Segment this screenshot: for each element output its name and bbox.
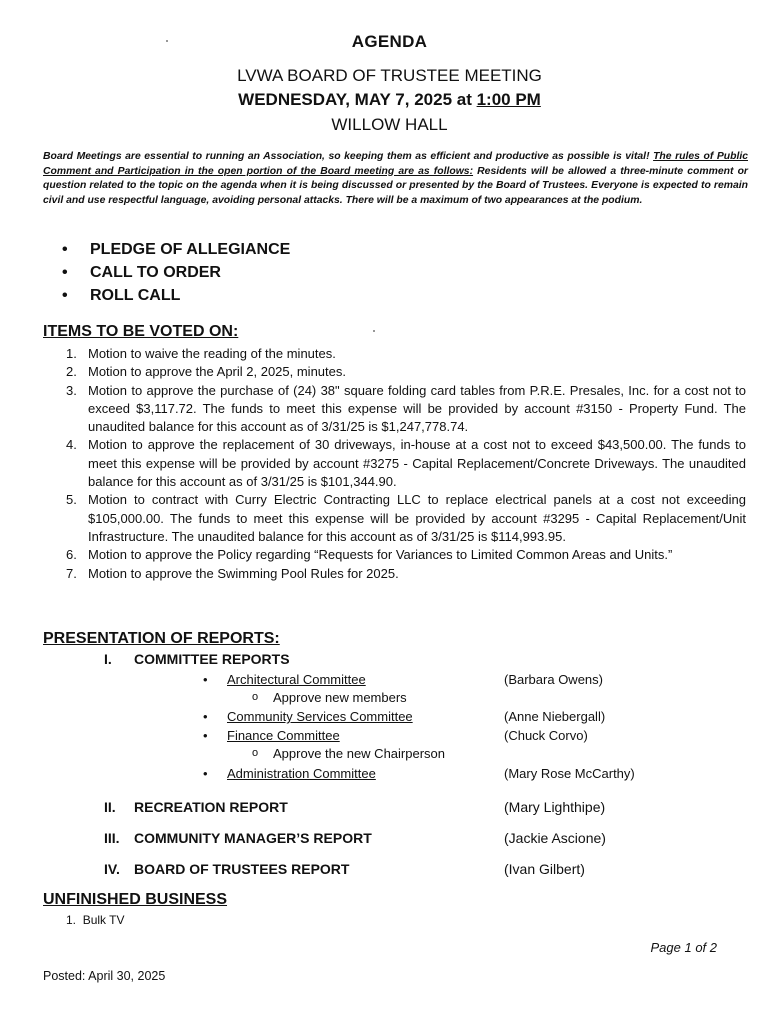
circle-bullet-icon: o bbox=[252, 691, 259, 703]
presenter-recreation: (Mary Lighthipe) bbox=[504, 799, 606, 815]
opening-item-pledge: • PLEDGE OF ALLEGIANCE bbox=[62, 238, 290, 261]
committee-reports-title: COMMITTEE REPORTS bbox=[134, 651, 290, 667]
bullet-icon: • bbox=[203, 766, 208, 781]
vote-num: 3. bbox=[66, 382, 77, 398]
intro-text-3: Residents will be allowed a three-minute comment or question related to the topic on the agenda when it is being discussed or presented by the Board of Trustees. Everyone is expected to remain civil and use respectful language, avoiding personal attacks. There will be a maximum of two appearances at the podium. bbox=[43, 165, 748, 206]
report-numeral: III. bbox=[104, 830, 120, 846]
presenter-finance: (Chuck Corvo) bbox=[504, 728, 588, 743]
vote-num: 1. bbox=[66, 346, 77, 361]
vote-num: 4. bbox=[66, 437, 77, 453]
opening-item-call-to-order: • CALL TO ORDER bbox=[62, 261, 290, 284]
page-number: Page 1 of 2 bbox=[650, 940, 717, 955]
vote-num: 6. bbox=[66, 547, 77, 563]
vote-num: 2. bbox=[66, 364, 77, 380]
voted-list bbox=[66, 345, 746, 583]
board-of-trustees-report-title: BOARD OF TRUSTEES REPORT bbox=[134, 861, 350, 877]
vote-text: Motion to contract with Curry Electric Contracting LLC to replace electrical panels at a cost not exceeding $105,000.00. The funds to meet this expense will be provided by account #3295 - Capital Replacement/Unit Infrastructure. The unaudited balance for this account as of 3/31/25 is $114,993.95. bbox=[88, 492, 746, 544]
sub-item-approve-members: Approve new members bbox=[273, 690, 407, 705]
agenda-title: AGENDA bbox=[351, 32, 428, 51]
community-manager-report-title: COMMUNITY MANAGER’S REPORT bbox=[134, 830, 372, 846]
presenter-board-of-trustees: (Ivan Gilbert) bbox=[504, 861, 585, 877]
scan-speck bbox=[166, 40, 168, 42]
committee-architectural: Architectural Committee bbox=[227, 672, 366, 687]
posted-date: Posted: April 30, 2025 bbox=[43, 969, 166, 983]
report-numeral: II. bbox=[104, 799, 116, 815]
vote-text: Motion to approve the purchase of (24) 38" square folding card tables from P.R.E. Presales, Inc. for a cost not to exceed $3,117.72. The funds to meet this expense will be provided by account #3150 - Property Fund. The unaudited balance for this account as of 3/31/25 is $1,247,778.74. bbox=[88, 382, 746, 435]
report-numeral: I. bbox=[104, 651, 112, 667]
vote-item-1 bbox=[66, 345, 746, 363]
presenter-administration: (Mary Rose McCarthy) bbox=[504, 766, 635, 781]
vote-num: 7. bbox=[66, 565, 77, 581]
committee-administration: Administration Committee bbox=[227, 766, 376, 781]
opening-item-roll-call: • ROLL CALL bbox=[62, 284, 290, 307]
vote-text: Motion to approve the replacement of 30 driveways, in-house at a cost not to exceed $43,500.00. The funds to meet this expense will be provided by account #3275 - Capital Replacement/Concrete Driveways. The unaudited balance for this account as of 3/31/25 is $101,344.90. bbox=[88, 437, 746, 490]
vote-item-5 bbox=[66, 491, 746, 546]
meeting-time: 1:00 PM bbox=[476, 90, 541, 109]
vote-item-2 bbox=[66, 363, 746, 381]
unfinished-num: 1. bbox=[66, 913, 77, 927]
vote-text: Motion to approve the April 2, 2025, minutes. bbox=[88, 364, 346, 380]
vote-item-3 bbox=[66, 382, 746, 437]
unfinished-text: Bulk TV bbox=[82, 913, 125, 927]
report-numeral: IV. bbox=[104, 861, 120, 877]
presenter-community-services: (Anne Niebergall) bbox=[504, 709, 606, 724]
intro-rules-underlined: The rules of Public Comment and Participation in the open portion of the Board meeting are as follows: bbox=[43, 151, 748, 177]
vote-item-4 bbox=[66, 436, 746, 491]
bullet-icon: • bbox=[203, 709, 208, 724]
vote-num: 5. bbox=[66, 492, 77, 508]
sub-item-approve-chairperson: Approve the new Chairperson bbox=[273, 746, 445, 761]
meeting-location: WILLOW HALL bbox=[331, 115, 448, 134]
meeting-date-text: WEDNESDAY, MAY 7, 2025 at bbox=[238, 90, 477, 109]
bullet-icon: • bbox=[203, 672, 208, 687]
voted-heading: ITEMS TO BE VOTED ON: bbox=[43, 323, 239, 340]
opening-items bbox=[62, 238, 290, 307]
vote-text: Motion to approve the Policy regarding “Requests for Variances to Limited Common Areas and Units.” bbox=[88, 547, 673, 563]
intro-text-1: Board Meetings are essential to running an Association, so keeping them as efficient and productive as possible is vital! bbox=[43, 151, 654, 162]
scan-speck bbox=[373, 330, 375, 332]
recreation-report-title: RECREATION REPORT bbox=[134, 799, 288, 815]
intro-paragraph bbox=[43, 150, 748, 208]
presenter-architectural: (Barbara Owens) bbox=[504, 672, 603, 687]
vote-item-7 bbox=[66, 565, 746, 583]
committee-community-services: Community Services Committee bbox=[227, 709, 413, 724]
bullet-icon: • bbox=[203, 728, 208, 743]
vote-text: Motion to approve the Swimming Pool Rules for 2025. bbox=[88, 565, 399, 581]
unfinished-heading: UNFINISHED BUSINESS bbox=[43, 891, 228, 908]
circle-bullet-icon: o bbox=[252, 747, 259, 759]
meeting-name: LVWA BOARD OF TRUSTEE MEETING bbox=[237, 66, 542, 85]
vote-text: Motion to waive the reading of the minutes. bbox=[88, 346, 336, 361]
vote-item-6 bbox=[66, 546, 746, 564]
presenter-community-manager: (Jackie Ascione) bbox=[504, 830, 606, 846]
meeting-date bbox=[0, 90, 779, 110]
committee-finance: Finance Committee bbox=[227, 728, 340, 743]
unfinished-item-1 bbox=[66, 913, 124, 927]
reports-heading: PRESENTATION OF REPORTS: bbox=[43, 630, 280, 647]
